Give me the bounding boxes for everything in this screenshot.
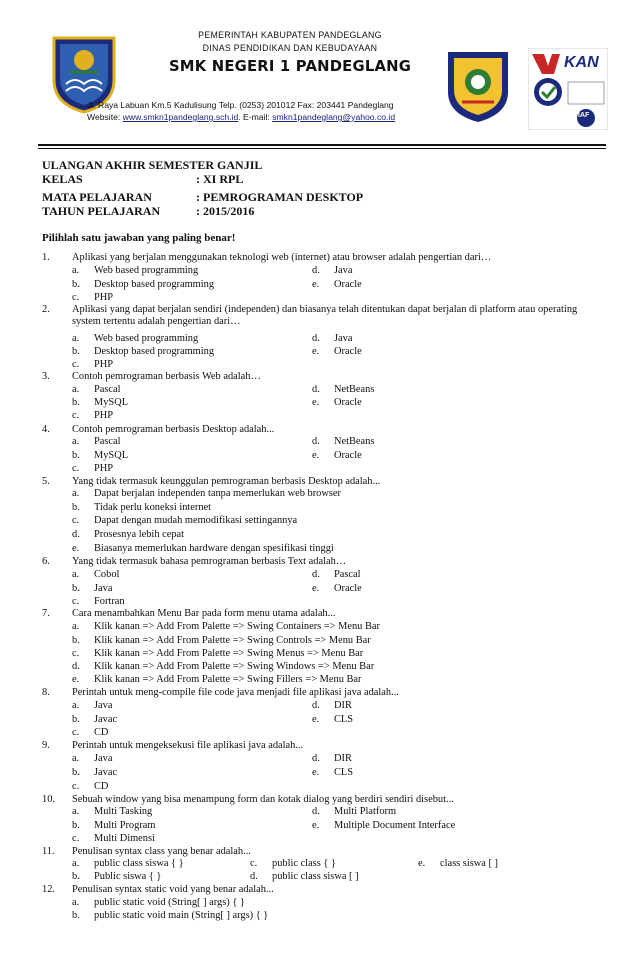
option-letter: d.: [312, 806, 320, 817]
option-letter: c.: [250, 858, 258, 869]
question-text: Penulisan syntax class yang benar adalah...: [72, 846, 251, 857]
option-text: public static void (String[ ] args) { }: [94, 897, 245, 908]
option-text: Multi Program: [94, 820, 156, 831]
exam-title: ULANGAN AKHIR SEMESTER GANJIL: [42, 158, 263, 172]
option-text: PHP: [94, 292, 114, 303]
option-text: Klik kanan => Add From Palette => Swing Controls => Menu Bar: [94, 635, 371, 646]
option-text: Java: [334, 333, 353, 344]
question-number: 5.: [42, 476, 50, 487]
option-text: NetBeans: [334, 436, 375, 447]
option-text: Pascal: [94, 436, 121, 447]
option-letter: e.: [312, 714, 320, 725]
option-text: CLS: [334, 767, 354, 778]
question-text: Perintah untuk mengeksekusi file aplikasi java adalah...: [72, 740, 304, 751]
option-letter: d.: [312, 265, 320, 276]
option-text: public class siswa [ ]: [272, 871, 359, 882]
option-text: Desktop based programming: [94, 346, 215, 357]
question-number: 12.: [42, 884, 55, 895]
option-text: DIR: [334, 753, 352, 764]
question-text: Contoh pemrograman berbasis Desktop adalah...: [72, 424, 275, 435]
option-text: Java: [94, 583, 113, 594]
option-letter: a.: [72, 858, 80, 869]
info-label: MATA PELAJARAN: [42, 190, 152, 204]
option-letter: d.: [312, 753, 320, 764]
option-letter: a.: [72, 265, 80, 276]
option-text: Biasanya memerlukan hardware dengan spesifikasi tinggi: [94, 543, 334, 554]
option-text: CD: [94, 781, 109, 792]
option-letter: d.: [312, 333, 320, 344]
school-address: Jl. Raya Labuan Km.5 Kadulisung Telp. (0253) 201012 Fax: 203441 Pandeglang: [87, 100, 394, 110]
question-text: Sebuah window yang bisa menampung form dan kotak dialog yang berdiri sendiri disebut...: [72, 794, 454, 805]
option-letter: b.: [72, 767, 80, 778]
option-letter: d.: [72, 661, 80, 672]
question-number: 2.: [42, 304, 50, 315]
option-letter: e.: [418, 858, 426, 869]
option-text: Oracle: [334, 346, 362, 357]
info-value: : XI RPL: [196, 172, 244, 186]
option-letter: c.: [72, 781, 80, 792]
option-letter: b.: [72, 346, 80, 357]
option-letter: c.: [72, 515, 80, 526]
option-text: PHP: [94, 359, 114, 370]
option-letter: e.: [312, 450, 320, 461]
question-text: Cara menambahkan Menu Bar pada form menu utama adalah...: [72, 608, 336, 619]
letterhead-government: PEMERINTAH KABUPATEN PANDEGLANG: [198, 30, 382, 40]
website-label: Website:: [87, 112, 123, 122]
question-number: 3.: [42, 371, 50, 382]
option-letter: c.: [72, 648, 80, 659]
option-letter: c.: [72, 359, 80, 370]
option-letter: a.: [72, 806, 80, 817]
option-letter: c.: [72, 463, 80, 474]
email-label: . E-mail:: [238, 112, 273, 122]
option-text: Public siswa { }: [94, 871, 162, 882]
option-letter: b.: [72, 502, 80, 513]
option-text: Fortran: [94, 596, 125, 607]
option-letter: e.: [312, 583, 320, 594]
option-letter: a.: [72, 488, 80, 499]
option-letter: e.: [312, 346, 320, 357]
option-text: Web based programming: [94, 265, 199, 276]
website-link[interactable]: www.smkn1pandeglang.sch.id: [122, 112, 239, 122]
info-label: TAHUN PELAJARAN: [42, 204, 161, 218]
option-text: CD: [94, 727, 109, 738]
question-text: Perintah untuk meng-compile file code java menjadi file aplikasi java adalah...: [72, 687, 399, 698]
option-text: Javac: [94, 714, 118, 725]
kan-logo-text: KAN: [564, 54, 599, 71]
option-letter: e.: [312, 767, 320, 778]
question-text: Penulisan syntax static void yang benar adalah...: [72, 884, 274, 895]
option-text: MySQL: [94, 450, 129, 461]
option-letter: c.: [72, 292, 80, 303]
option-letter: d.: [312, 436, 320, 447]
letterhead-department: DINAS PENDIDIKAN DAN KEBUDAYAAN: [202, 43, 378, 53]
option-text: Java: [94, 753, 113, 764]
option-text: Desktop based programming: [94, 279, 215, 290]
question-text: Yang tidak termasuk bahasa pemrograman berbasis Text adalah…: [72, 556, 347, 567]
question-number: 7.: [42, 608, 50, 619]
option-text: Multi Platform: [334, 806, 397, 817]
option-text: DIR: [334, 700, 352, 711]
option-text: Oracle: [334, 450, 362, 461]
option-letter: c.: [72, 833, 80, 844]
option-letter: d.: [312, 569, 320, 580]
option-text: MySQL: [94, 397, 129, 408]
option-letter: b.: [72, 279, 80, 290]
question-number: 4.: [42, 424, 50, 435]
option-text: Dapat dengan mudah memodifikasi settingannya: [94, 515, 298, 526]
info-value: : 2015/2016: [196, 204, 255, 218]
letterhead-rule-thin: [38, 148, 606, 149]
option-text: Pascal: [94, 384, 121, 395]
option-text: Java: [334, 265, 353, 276]
question-text: Yang tidak termasuk keunggulan pemrograman berbasis Desktop adalah...: [72, 476, 381, 487]
option-letter: d.: [72, 529, 80, 540]
option-letter: c.: [72, 727, 80, 738]
option-text: public static void main (String[ ] args) { }: [94, 910, 269, 921]
option-letter: a.: [72, 621, 80, 632]
iaf-logo-text: IAF: [578, 112, 590, 119]
option-text: Oracle: [334, 397, 362, 408]
option-text: CLS: [334, 714, 354, 725]
option-letter: b.: [72, 583, 80, 594]
question-text: Aplikasi yang dapat berjalan sendiri (independen) dan biasanya telah ditentukan dapat berjalan di platform atau operating system tertentu adalah pengertian dari…: [72, 304, 578, 327]
option-letter: a.: [72, 333, 80, 344]
info-value: : PEMROGRAMAN DESKTOP: [196, 190, 364, 204]
letterhead-rule-thick: [38, 144, 606, 146]
option-text: public class siswa { }: [94, 858, 184, 869]
option-text: Klik kanan => Add From Palette => Swing Fillers => Menu Bar: [94, 674, 362, 685]
option-letter: b.: [72, 635, 80, 646]
question-number: 11.: [42, 846, 55, 857]
option-letter: b.: [72, 397, 80, 408]
letterhead: [40, 28, 606, 142]
option-text: Multiple Document Interface: [334, 820, 456, 831]
option-text: Dapat berjalan independen tanpa memerlukan web browser: [94, 488, 341, 499]
school-name: SMK NEGERI 1 PANDEGLANG: [168, 58, 412, 75]
option-letter: b.: [72, 910, 80, 921]
option-letter: a.: [72, 700, 80, 711]
option-text: Oracle: [334, 279, 362, 290]
info-label: KELAS: [42, 172, 83, 186]
certification-logo: [528, 48, 608, 130]
option-letter: b.: [72, 714, 80, 725]
option-text: Klik kanan => Add From Palette => Swing Menus => Menu Bar: [94, 648, 364, 659]
option-text: Klik kanan => Add From Palette => Swing Containers => Menu Bar: [94, 621, 380, 632]
question-number: 10.: [42, 794, 55, 805]
option-text: public class { }: [272, 858, 336, 869]
option-letter: d.: [250, 871, 258, 882]
school-emblem: [442, 48, 514, 124]
option-text: PHP: [94, 463, 114, 474]
question-number: 9.: [42, 740, 50, 751]
option-text: PHP: [94, 410, 114, 421]
option-letter: a.: [72, 569, 80, 580]
option-letter: c.: [72, 596, 80, 607]
question-text: Aplikasi yang berjalan menggunakan teknologi web (internet) atau browser adalah pengertian dari…: [72, 252, 492, 263]
question-number: 1.: [42, 252, 50, 263]
option-text: Multi Tasking: [94, 806, 153, 817]
option-letter: e.: [312, 820, 320, 831]
option-text: Tidak perlu koneksi internet: [94, 502, 212, 513]
option-text: Multi Dimensi: [94, 833, 155, 844]
option-letter: e.: [72, 674, 80, 685]
option-letter: a.: [72, 753, 80, 764]
option-text: Java: [94, 700, 113, 711]
option-letter: a.: [72, 436, 80, 447]
option-text: Pascal: [334, 569, 361, 580]
option-letter: e.: [72, 543, 80, 554]
email-link[interactable]: smkn1pandeglang@yahoo.co.id: [272, 112, 396, 122]
question-text: Contoh pemrograman berbasis Web adalah…: [72, 371, 261, 382]
option-letter: d.: [312, 384, 320, 395]
option-letter: e.: [312, 279, 320, 290]
option-text: Klik kanan => Add From Palette => Swing Windows => Menu Bar: [94, 661, 375, 672]
question-number: 8.: [42, 687, 50, 698]
option-letter: c.: [72, 410, 80, 421]
option-text: class siswa [ ]: [440, 858, 499, 869]
option-letter: b.: [72, 871, 80, 882]
option-text: Javac: [94, 767, 118, 778]
instruction: Pilihlah satu jawaban yang paling benar!: [42, 232, 236, 244]
option-letter: d.: [312, 700, 320, 711]
option-text: Prosesnya lebih cepat: [94, 529, 185, 540]
option-text: NetBeans: [334, 384, 375, 395]
question-number: 6.: [42, 556, 50, 567]
option-text: Oracle: [334, 583, 362, 594]
option-letter: b.: [72, 450, 80, 461]
option-letter: a.: [72, 384, 80, 395]
option-letter: b.: [72, 820, 80, 831]
option-letter: e.: [312, 397, 320, 408]
option-text: Web based programming: [94, 333, 199, 344]
option-text: Cobol: [94, 569, 120, 580]
option-letter: a.: [72, 897, 80, 908]
